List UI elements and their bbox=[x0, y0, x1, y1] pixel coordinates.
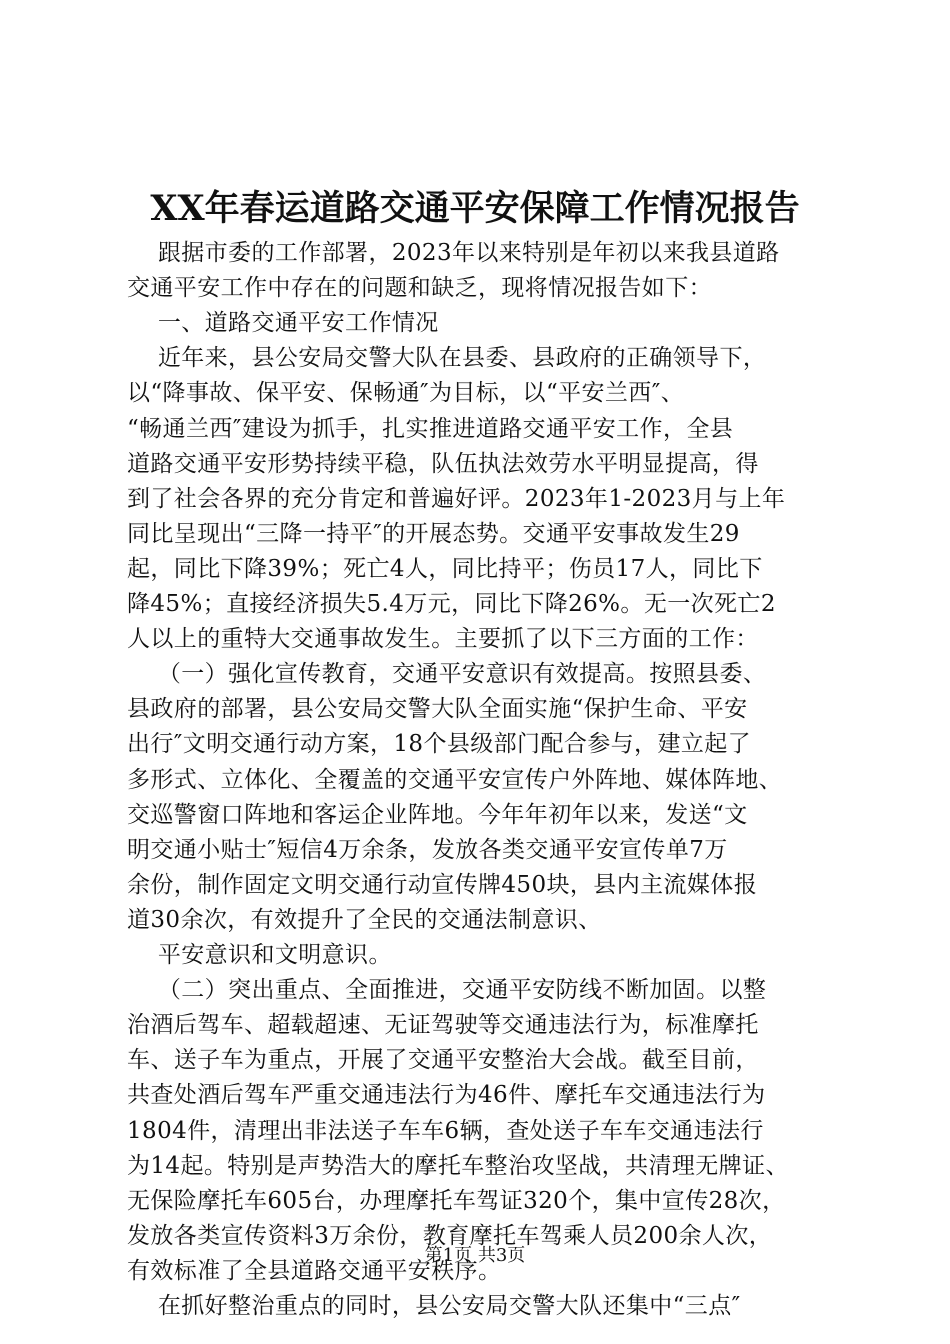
body-line: 平安意识和文明意识。 bbox=[127, 942, 392, 968]
body-line: 交通平安工作中存在的问题和缺乏，现将情况报告如下： bbox=[127, 275, 712, 302]
body-line: 降45%；直接经济损失5.4万元，同比下降26%。无一次死亡2 bbox=[127, 591, 776, 617]
body-line: 人以上的重特大交通事故发生。主要抓了以下三方面的工作： bbox=[127, 626, 759, 653]
page-footer: 第1页 共3页 bbox=[424, 1245, 526, 1266]
body-line: 起，同比下降39%；死亡4人，同比持平；伤员17人，同比下 bbox=[127, 555, 763, 582]
body-line: 近年来，县公安局交警大队在县委、县政府的正确领导下， bbox=[127, 345, 767, 372]
body-line: 发放各类宣传资料3万余份，教育摩托车驾乘人员200余人次， bbox=[127, 1222, 773, 1249]
body-line: 同比呈现出“三降一持平″的开展态势。交通平安事故发生29 bbox=[127, 520, 740, 547]
body-line: 有效标准了全县道路交通平安秩序。 bbox=[127, 1257, 502, 1284]
body-line: 跟据市委的工作部署，2023年以来特别是年初以来我县道路 bbox=[127, 240, 780, 266]
body-line: 交巡警窗口阵地和客运企业阵地。今年年初年以来，发送“文 bbox=[127, 801, 748, 828]
body-line: 车、送子车为重点，开展了交通平安整治大会战。截至目前， bbox=[127, 1047, 759, 1074]
body-line: 道30余次，有效提升了全民的交通法制意识、 bbox=[127, 906, 602, 933]
body-line: 共查处酒后驾车严重交通违法行为46件、摩托车交通违法行为 bbox=[127, 1082, 766, 1109]
body-line: 出行″文明交通行动方案，18个县级部门配合参与，建立起了 bbox=[127, 731, 752, 758]
body-line: 县政府的部署，县公安局交警大队全面实施“保护生命、平安 bbox=[127, 696, 748, 723]
body-line: （一）强化宣传教育，交通平安意识有效提高。按照县委、 bbox=[127, 661, 767, 688]
document-title: XX年春运道路交通平安保障工作情况报告 bbox=[150, 188, 800, 229]
body-line: 无保险摩托车605台，办理摩托车驾证320个，集中宣传28次， bbox=[127, 1187, 786, 1214]
body-line: 余份，制作固定文明交通行动宣传牌450块，县内主流媒体报 bbox=[127, 871, 758, 898]
body-line: 为14起。特别是声势浩大的摩托车整治攻坚战，共清理无牌证、 bbox=[127, 1152, 789, 1179]
body-line: 明交通小贴士″短信4万余条，发放各类交通平安宣传单7万 bbox=[127, 836, 728, 863]
body-line: 以“降事故、保平安、保畅通″为目标，以“平安兰西″、 bbox=[127, 380, 685, 407]
body-line: 道路交通平安形势持续平稳，队伍执法效劳水平明显提高，得 bbox=[127, 450, 759, 477]
body-line: 在抓好整治重点的同时，县公安局交警大队还集中“三点″ bbox=[127, 1293, 741, 1319]
body-line: 1804件，清理出非法送子车车6辆，查处送子车车交通违法行 bbox=[127, 1117, 764, 1144]
body-line: 到了社会各界的充分肯定和普遍好评。2023年1-2023月与上年 bbox=[127, 485, 786, 512]
body-line: “畅通兰西″建设为抓手，扎实推进道路交通平安工作，全县 bbox=[127, 415, 734, 442]
body-line: 一、道路交通平安工作情况 bbox=[127, 310, 439, 337]
body-line: （二）突出重点、全面推进，交通平安防线不断加固。以整 bbox=[127, 977, 767, 1004]
body-line: 多形式、立体化、全覆盖的交通平安宣传户外阵地、媒体阵地、 bbox=[127, 766, 783, 793]
body-line: 治酒后驾车、超载超速、无证驾驶等交通违法行为，标准摩托 bbox=[127, 1012, 759, 1039]
